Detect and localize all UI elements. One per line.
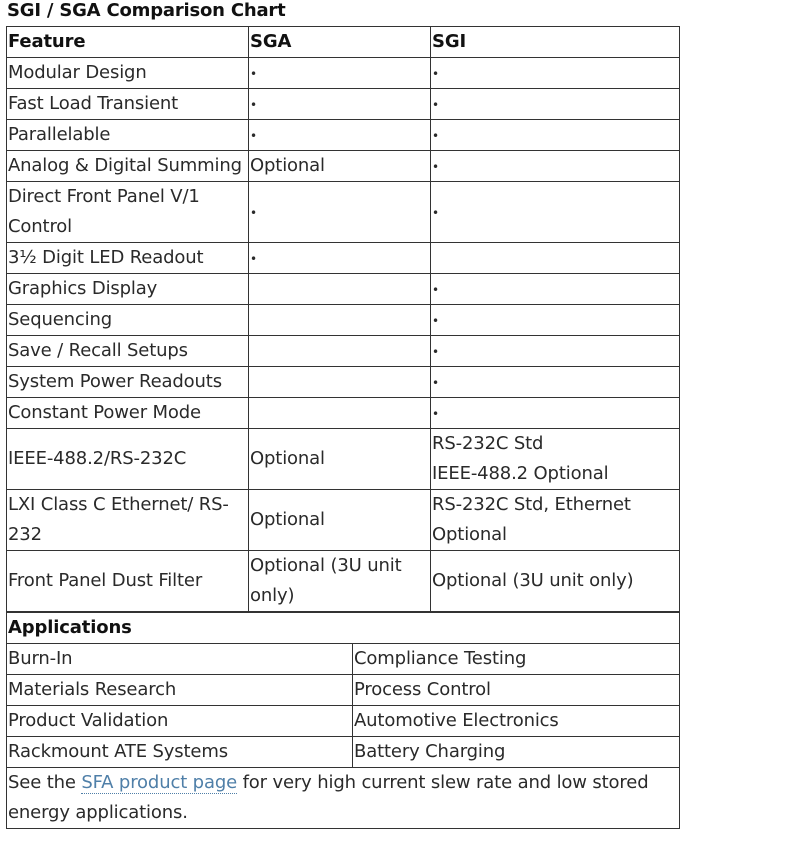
sga-cell: Optional (3U unit only)	[249, 551, 431, 612]
column-header-feature: Feature	[7, 27, 249, 58]
bullet-mark: •	[250, 252, 257, 266]
bullet-mark: •	[432, 67, 439, 81]
sgi-cell	[431, 274, 680, 305]
table-row	[7, 551, 680, 612]
bullet-mark: •	[432, 206, 439, 220]
applications-header-row	[7, 613, 680, 644]
sgi-cell	[431, 367, 680, 398]
applications-header: Applications	[7, 613, 680, 644]
feature-cell: Fast Load Transient	[7, 89, 249, 120]
application-cell: Automotive Electronics	[353, 706, 680, 737]
bullet-mark: •	[250, 98, 257, 112]
sgi-cell	[431, 429, 680, 490]
feature-cell: System Power Readouts	[7, 367, 249, 398]
table-row	[7, 367, 680, 398]
sga-cell	[249, 58, 431, 89]
bullet-mark: •	[432, 283, 439, 297]
feature-cell: Parallelable	[7, 120, 249, 151]
sgi-cell-line: IEEE-488.2 Optional	[432, 463, 609, 484]
sgi-cell	[431, 305, 680, 336]
column-header-sga: SGA	[249, 27, 431, 58]
sga-cell	[249, 182, 431, 243]
feature-cell: Modular Design	[7, 58, 249, 89]
sga-cell	[249, 305, 431, 336]
application-cell: Rackmount ATE Systems	[7, 737, 353, 768]
feature-cell: Constant Power Mode	[7, 398, 249, 429]
sgi-cell	[431, 151, 680, 182]
feature-cell: Graphics Display	[7, 274, 249, 305]
sga-cell	[249, 274, 431, 305]
bullet-mark: •	[432, 376, 439, 390]
column-header-sgi: SGI	[431, 27, 680, 58]
feature-cell: Direct Front Panel V/1 Control	[7, 182, 249, 243]
note-suffix: for very high current slew rate and low stored energy applications.	[8, 772, 649, 823]
feature-cell: Analog & Digital Summing	[7, 151, 249, 182]
sgi-cell-line: RS-232C Std	[432, 433, 544, 454]
table-row	[7, 182, 680, 243]
sga-cell: Optional	[249, 151, 431, 182]
sgi-cell	[431, 89, 680, 120]
sgi-cell	[431, 398, 680, 429]
application-cell: Product Validation	[7, 706, 353, 737]
sfa-product-page-link[interactable]: SFA product page	[81, 772, 238, 793]
sfa-note	[7, 768, 680, 829]
page-title: SGI / SGA Comparison Chart	[7, 0, 286, 21]
table-row	[7, 120, 680, 151]
table-header-row	[7, 27, 680, 58]
note-row	[7, 768, 680, 829]
application-cell: Process Control	[353, 675, 680, 706]
sga-cell: Optional	[249, 490, 431, 551]
table-row	[7, 706, 680, 737]
table-row	[7, 675, 680, 706]
sgi-cell	[431, 182, 680, 243]
sga-cell	[249, 336, 431, 367]
sgi-cell	[431, 58, 680, 89]
sga-cell	[249, 243, 431, 274]
feature-cell: LXI Class C Ethernet/ RS-232	[7, 490, 249, 551]
bullet-mark: •	[432, 160, 439, 174]
note-prefix: See the	[8, 772, 82, 793]
table-row	[7, 243, 680, 274]
feature-cell: Save / Recall Setups	[7, 336, 249, 367]
sgi-cell: Optional (3U unit only)	[431, 551, 680, 612]
sgi-cell	[431, 120, 680, 151]
sga-cell	[249, 89, 431, 120]
applications-table	[6, 612, 680, 829]
table-row	[7, 644, 680, 675]
sga-cell	[249, 120, 431, 151]
application-cell: Burn-In	[7, 644, 353, 675]
bullet-mark: •	[432, 98, 439, 112]
sgi-cell	[431, 336, 680, 367]
sga-cell	[249, 367, 431, 398]
application-cell: Compliance Testing	[353, 644, 680, 675]
sga-cell: Optional	[249, 429, 431, 490]
table-row	[7, 336, 680, 367]
bullet-mark: •	[432, 345, 439, 359]
table-row	[7, 89, 680, 120]
bullet-mark: •	[250, 129, 257, 143]
sgi-cell	[431, 243, 680, 274]
table-row	[7, 305, 680, 336]
feature-cell: Front Panel Dust Filter	[7, 551, 249, 612]
bullet-mark: •	[432, 314, 439, 328]
comparison-table	[6, 26, 680, 612]
table-row	[7, 429, 680, 490]
bullet-mark: •	[250, 67, 257, 81]
sgi-cell: RS-232C Std, Ethernet Optional	[431, 490, 680, 551]
table-row	[7, 274, 680, 305]
bullet-mark: •	[432, 129, 439, 143]
table-row	[7, 737, 680, 768]
table-row	[7, 490, 680, 551]
table-row	[7, 398, 680, 429]
feature-cell: 3½ Digit LED Readout	[7, 243, 249, 274]
table-row	[7, 58, 680, 89]
application-cell: Materials Research	[7, 675, 353, 706]
bullet-mark: •	[250, 206, 257, 220]
application-cell: Battery Charging	[353, 737, 680, 768]
bullet-mark: •	[432, 407, 439, 421]
sga-cell	[249, 398, 431, 429]
feature-cell: IEEE-488.2/RS-232C	[7, 429, 249, 490]
feature-cell: Sequencing	[7, 305, 249, 336]
table-row	[7, 151, 680, 182]
